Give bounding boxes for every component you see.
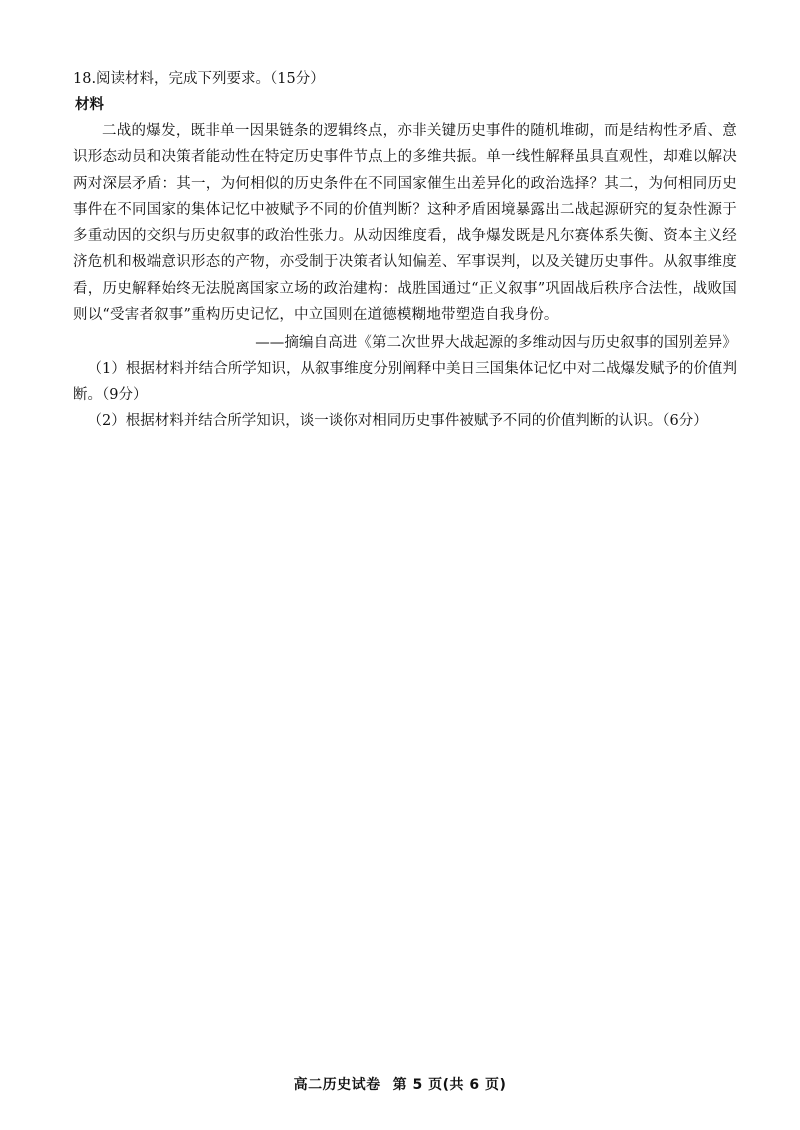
material-label: 材料 — [75, 96, 104, 113]
question-header: 18.阅读材料，完成下列要求。（15分） — [73, 71, 325, 87]
page-number: 第 5 页(共 6 页) — [392, 1077, 507, 1093]
page-footer — [0, 1074, 800, 1094]
material-text: 二战的爆发，既非单一因果链条的逻辑终点，亦非关键历史事件的随机堆砌，而是结构性矛盾、意识形态动员和决策者能动性在特定历史事件节点上的多维共振。单一线性解释虽具直观性，却难以解决两对深层矛盾：其一，为何相似的历史条件在不同国家催生出差异化的政治选择？其二，为何相同历史事件在不同国家的集体记忆中被赋予不同的价值判断？这种矛盾困境暴露出二战起源研究的复杂性源于多重动因的交织与历史叙事的政治性张力。从动因维度看，战争爆发既是凡尔赛体系失衡、资本主义经济危机和极端意识形态的产物，亦受制于决策者认知偏差、军事误判，以及关键历史事件。从叙事维度看，历史解释始终无法脱离国家立场的政治建构：战胜国通过“正义叙事”巩固战后秩序合法性，战败国则以“受害者叙事”重构历史记忆，中立国则在道德模糊地带塑造自我身份。 — [73, 123, 737, 324]
sub-question-1: （1）根据材料并结合所学知识，从叙事维度分别阐释中美日三国集体记忆中对二战爆发赋予的价值判断。（9分） — [73, 361, 737, 404]
material-source: ——摘编自高进《第二次世界大战起源的多维动因与历史叙事的国别差异》 — [255, 335, 737, 352]
exam-title: 高二历史试卷 — [293, 1077, 381, 1093]
sub-question-2: （2）根据材料并结合所学知识，谈一谈你对相同历史事件被赋予不同的价值判断的认识。（6分） — [87, 413, 708, 430]
question-18 — [73, 66, 737, 434]
